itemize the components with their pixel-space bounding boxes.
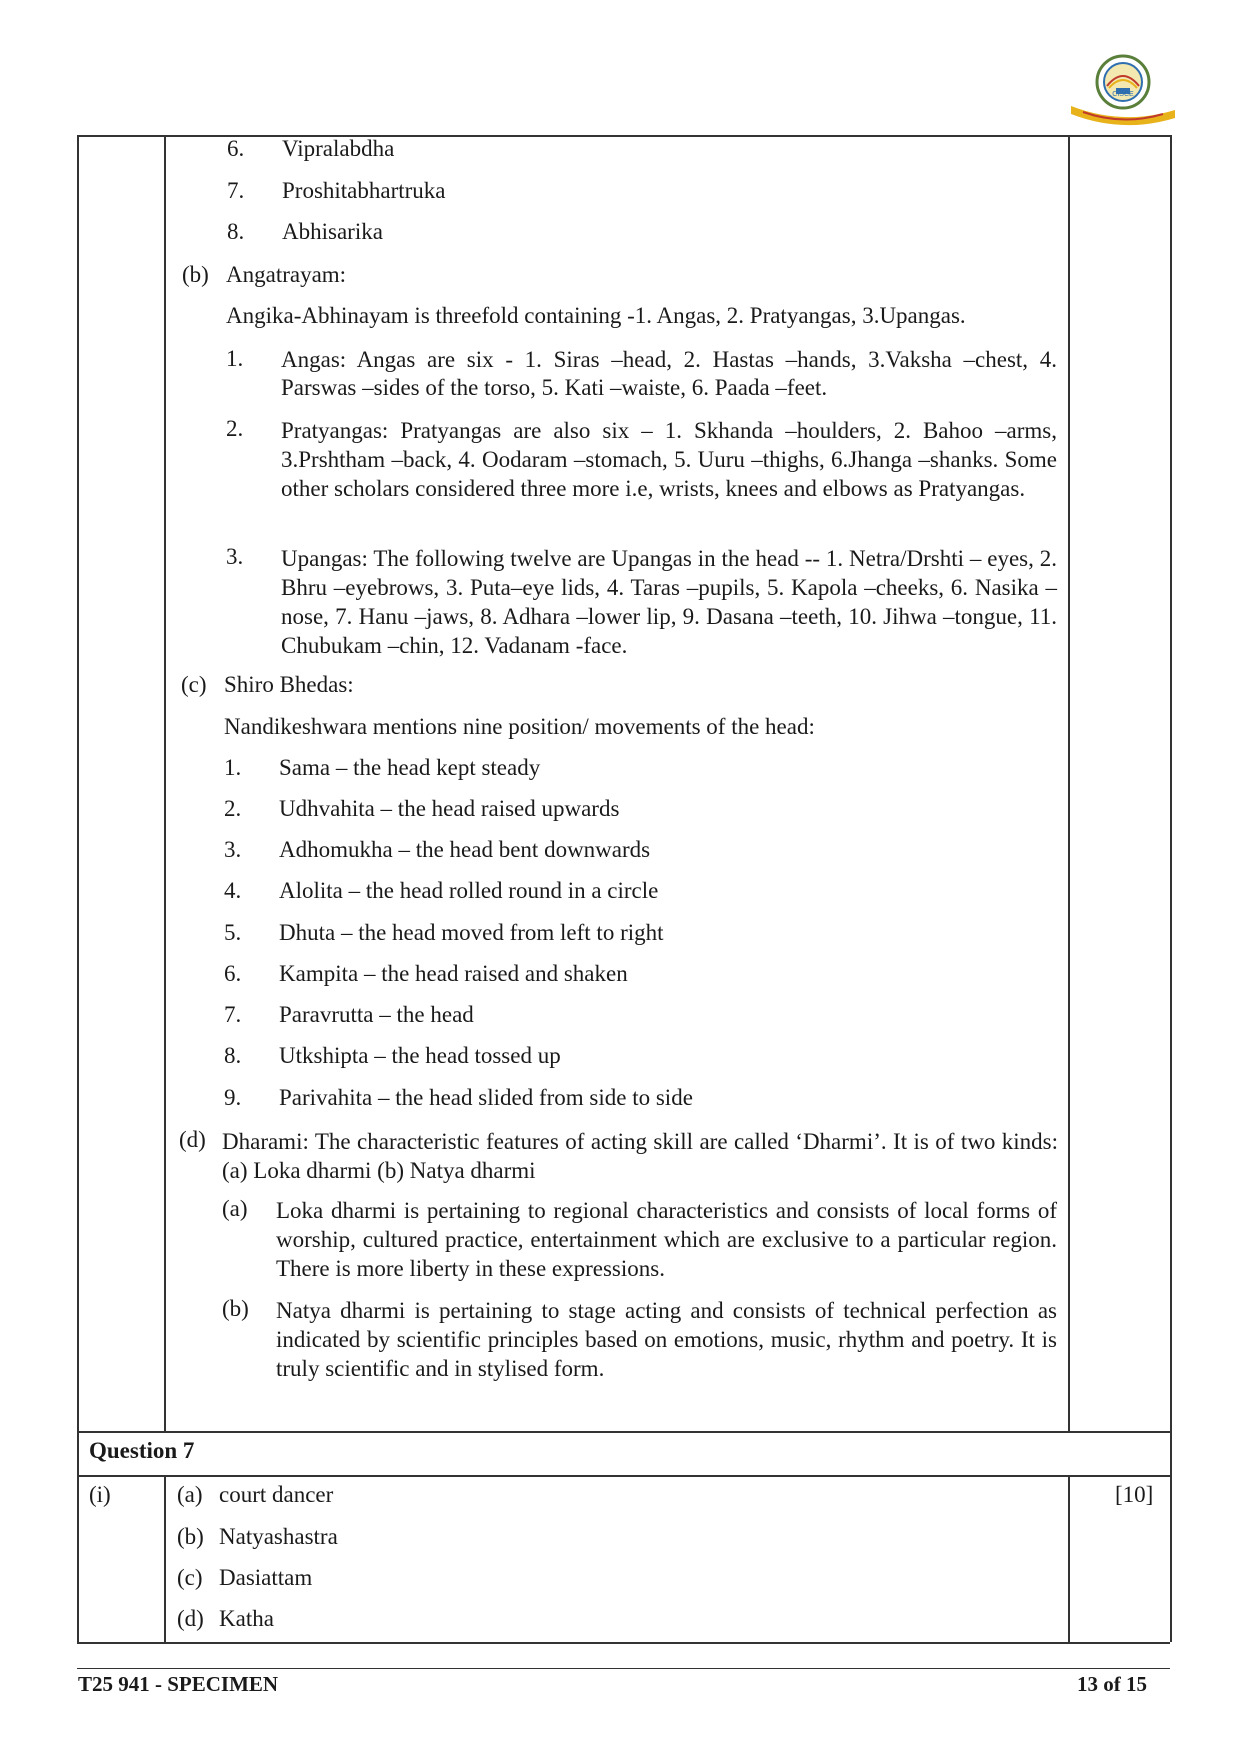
answer-text: court dancer [219,1482,334,1507]
answer-text: Dasiattam [219,1565,313,1590]
head-movement-number: 4. [224,878,242,903]
head-movement-number: 2. [224,796,242,821]
question-heading: Question 7 [89,1438,195,1463]
part-c-intro: Nandikeshwara mentions nine position/ movements of the head: [224,714,815,739]
part-b-label: (b) [182,262,209,287]
head-movement-number: 6. [224,961,242,986]
part-b-item-number: 3. [226,544,244,569]
answer-label: (d) [177,1606,204,1631]
head-movement-number: 7. [224,1002,242,1027]
table-marks-divider [1068,135,1070,1431]
page-number: 13 of 15 [1077,1672,1147,1696]
head-movement-number: 5. [224,920,242,945]
head-movement-text: Utkshipta – the head tossed up [279,1043,561,1068]
part-c-heading: Shiro Bhedas: [224,672,354,697]
head-movement-text: Alolita – the head rolled round in a circle [279,878,659,903]
part-b-item-text: Angas: Angas are six - 1. Siras –head, 2. Hastas –hands, 3.Vaksha –chest, 4. Parswas –sides of the torso, 5. Kati –waiste, 6. Paada –feet. [281,347,1057,400]
continued-item: 7. [227,178,245,203]
part-b-item-text: Upangas: The following twelve are Upangas in the head -- 1. Netra/Drshti – eyes, 2. Bhru –eyebrows, 3. Puta–eye lids, 4. Taras –pupils, 5. Kapola –cheeks, 6. Nasika –nose, 7. Hanu –jaws, 8. Adhara –lower lip, 9. Dasana –teeth, 10. Jihwa –tongue, 11. Chubukam –chin, 12. Vadanam -face. [281,546,1057,658]
head-movement-number: 3. [224,837,242,862]
table-col-divider [164,1475,166,1642]
question-part-number: (i) [89,1482,111,1507]
svg-text:CISCE: CISCE [1112,91,1134,98]
head-movement-text: Kampita – the head raised and shaken [279,961,628,986]
dharmi-text: Natya dharmi is pertaining to stage acting and consists of technical perfection as indicated by scientific principles based on emotions, music, rhythm and poetry. It is truly scientific and in stylised form. [276,1298,1057,1381]
dharmi-text: Loka dharmi is pertaining to regional characteristics and consists of local forms of worship, cultured practice, entertainment which are exclusive to a particular region. There is more liberty in these expressions. [276,1198,1057,1281]
head-movement-text: Sama – the head kept steady [279,755,541,780]
table-right-border [1170,135,1172,1642]
head-movement-number: 8. [224,1043,242,1068]
head-movement-text: Dhuta – the head moved from left to right [279,920,664,945]
part-c-label: (c) [181,672,207,697]
head-movement-text: Paravrutta – the head [279,1002,474,1027]
part-b-item-number: 1. [226,346,244,371]
table-left-border [77,135,79,1642]
marks-label: [10] [1115,1482,1154,1507]
part-d-label: (d) [179,1127,206,1152]
answer-text: Natyashastra [219,1524,338,1549]
table-row-divider [77,1431,1170,1433]
continued-item: 6. [227,136,245,161]
part-b-item-text: Pratyangas: Pratyangas are also six – 1. Skhanda –houlders, 2. Bahoo –arms, 3.Prshtham –back, 4. Oodaram –stomach, 5. Uuru –thighs, 6.Jhanga –shanks. Some other scholars considered three more i.e, wrists, knees and elbows as Pratyangas. [281,418,1057,501]
head-movement-text: Adhomukha – the head bent downwards [279,837,651,862]
table-row-divider [77,1475,1170,1477]
answer-label: (b) [177,1524,204,1549]
answer-label: (a) [177,1482,203,1507]
table-bottom-border [77,1642,1170,1644]
continued-item: 8. [227,219,245,244]
head-movement-text: Udhvahita – the head raised upwards [279,796,620,821]
table-marks-divider [1068,1475,1070,1642]
continued-item-text: Proshitabhartruka [282,178,446,203]
part-b-intro: Angika-Abhinayam is threefold containing -1. Angas, 2. Pratyangas, 3.Upangas. [226,303,966,328]
answer-label: (c) [177,1565,203,1590]
cisce-logo-icon [1063,48,1183,128]
answer-text: Katha [219,1606,274,1631]
specimen-code: T25 941 - SPECIMEN [78,1672,279,1696]
footer-rule [77,1668,1170,1669]
part-b-item-number: 2. [226,416,244,441]
table-col-divider [164,135,166,1431]
head-movement-number: 9. [224,1085,242,1110]
head-movement-text: Parivahita – the head slided from side to side [279,1085,693,1110]
continued-item-text: Abhisarika [282,219,383,244]
dharmi-label: (b) [222,1296,249,1321]
head-movement-number: 1. [224,755,242,780]
dharmi-label: (a) [222,1196,248,1221]
continued-item-text: Vipralabdha [282,136,395,161]
part-b-heading: Angatrayam: [226,262,347,287]
part-d-text: Dharami: The characteristic features of acting skill are called ‘Dharmi’. It is of two kinds: (a) Loka dharmi (b) Natya dharmi [222,1129,1058,1183]
